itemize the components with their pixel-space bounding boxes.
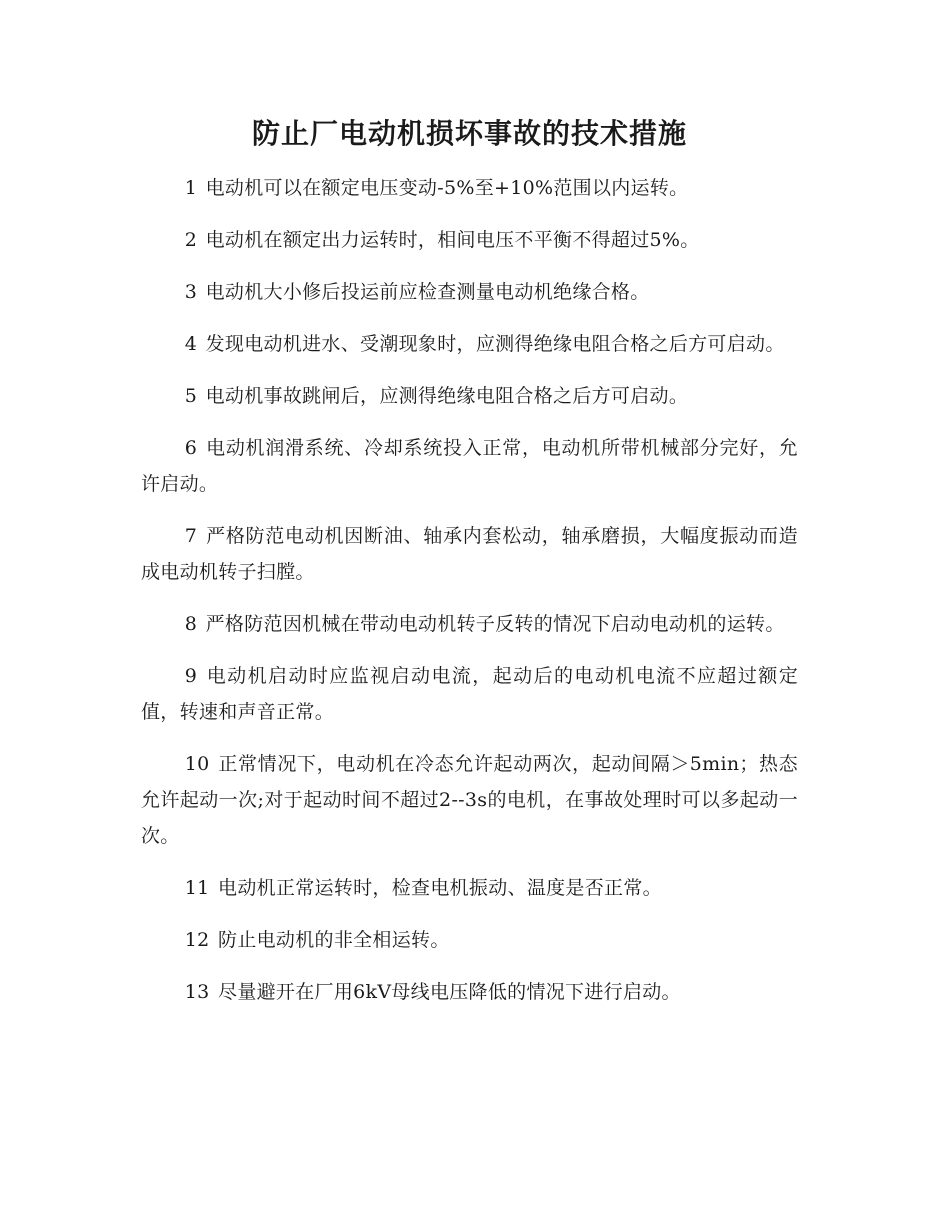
measure-item-1 <box>141 170 798 206</box>
measure-item-2 <box>141 222 798 258</box>
item-text: 严格防范电动机因断油、轴承内套松动，轴承磨损，大幅度振动而造成电动机转子扫膛。 <box>141 525 798 583</box>
item-number: 1 <box>184 177 198 199</box>
item-text: 电动机启动时应监视启动电流，起动后的电动机电流不应超过额定值，转速和声音正常。 <box>141 665 798 723</box>
item-text: 尽量避开在厂用6kV母线电压降低的情况下进行启动。 <box>218 981 681 1003</box>
measure-item-10 <box>141 746 798 854</box>
item-text: 防止电动机的非全相运转。 <box>218 929 450 951</box>
item-text: 电动机事故跳闸后，应测得绝缘电阻合格之后方可启动。 <box>205 385 689 407</box>
measures-list <box>141 170 798 1010</box>
item-number: 6 <box>184 437 198 459</box>
measure-item-8 <box>141 606 798 642</box>
item-text: 电动机在额定出力运转时，相间电压不平衡不得超过5%。 <box>205 229 700 251</box>
item-number: 11 <box>184 877 210 899</box>
item-number: 12 <box>184 929 210 951</box>
item-text: 电动机大小修后投运前应检查测量电动机绝缘合格。 <box>205 281 650 303</box>
item-number: 2 <box>184 229 198 251</box>
item-number: 8 <box>184 613 198 635</box>
measure-item-11 <box>141 870 798 906</box>
measure-item-4 <box>141 326 798 362</box>
item-text: 电动机可以在额定电压变动-5%至+10%范围以内运转。 <box>205 177 689 199</box>
item-number: 7 <box>184 525 198 547</box>
item-number: 5 <box>184 385 198 407</box>
item-number: 10 <box>184 753 210 775</box>
measure-item-12 <box>141 922 798 958</box>
item-number: 4 <box>184 333 198 355</box>
item-number: 13 <box>184 981 210 1003</box>
measure-item-6 <box>141 430 798 502</box>
measure-item-9 <box>141 658 798 730</box>
item-text: 正常情况下，电动机在冷态允许起动两次，起动间隔＞5min；热态允许起动一次;对于起动时间不超过2--3s的电机，在事故处理时可以多起动一次。 <box>141 753 798 847</box>
item-text: 严格防范因机械在带动电动机转子反转的情况下启动电动机的运转。 <box>205 613 785 635</box>
measure-item-3 <box>141 274 798 310</box>
item-text: 电动机正常运转时，检查电机振动、温度是否正常。 <box>218 877 662 899</box>
item-text: 发现电动机进水、受潮现象时，应测得绝缘电阻合格之后方可启动。 <box>205 333 785 355</box>
measure-item-5 <box>141 378 798 414</box>
measure-item-7 <box>141 518 798 590</box>
item-number: 3 <box>184 281 198 303</box>
item-number: 9 <box>184 665 198 687</box>
document-title: 防止厂电动机损坏事故的技术措施 <box>251 117 687 150</box>
measure-item-13 <box>141 974 798 1010</box>
item-text: 电动机润滑系统、冷却系统投入正常，电动机所带机械部分完好，允许启动。 <box>141 437 798 495</box>
